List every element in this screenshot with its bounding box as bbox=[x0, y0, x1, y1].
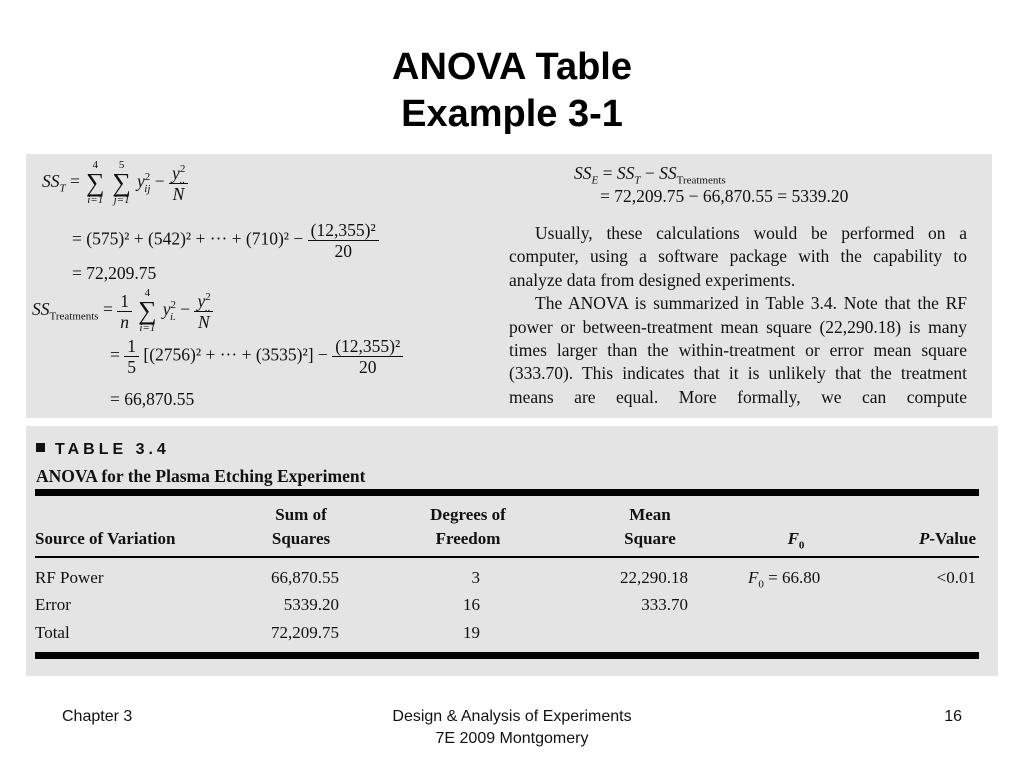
row-ms: 333.70 bbox=[641, 595, 688, 614]
slide-title-line2: Example 3-1 bbox=[401, 93, 623, 135]
row-df: 19 bbox=[463, 623, 480, 642]
footer-book-title: Design & Analysis of Experiments bbox=[392, 708, 632, 725]
header-f0: $F_0$ bbox=[787, 529, 805, 552]
row-ms: 22,290.18 bbox=[620, 568, 688, 587]
sstr-expansion: [(2756)² + ··· + (3535)²] − bbox=[143, 344, 328, 365]
table-caption: ANOVA for the Plasma Etching Experiment bbox=[36, 466, 366, 486]
sse-result: = 72,209.75 − 66,870.55 = 5339.20 bbox=[600, 186, 849, 206]
row-ss: 66,870.55 bbox=[271, 568, 339, 587]
header-source: Source of Variation bbox=[35, 529, 176, 548]
sstr-line2-coef: $\frac{1}{5}$ bbox=[124, 336, 139, 377]
header-ms-line1: Mean bbox=[629, 505, 671, 524]
sstr-symbol: SS bbox=[32, 299, 50, 320]
row-source: RF Power bbox=[35, 568, 104, 587]
table-top-rule bbox=[35, 489, 979, 496]
sstr-subscript: Treatments bbox=[49, 310, 99, 323]
square-bullet-icon bbox=[36, 443, 45, 452]
slide-title-line1: ANOVA Table bbox=[392, 46, 632, 88]
footer-book bbox=[312, 706, 712, 750]
slide-number: 16 bbox=[944, 708, 962, 725]
table-header-rule bbox=[35, 556, 979, 558]
equals: = bbox=[70, 171, 85, 192]
sum-i-icon: 4 ∑ i=1 bbox=[138, 287, 157, 334]
sstr-result: = 66,870.55 bbox=[110, 389, 195, 409]
equations-panel bbox=[26, 154, 992, 418]
sst-result: = 72,209.75 bbox=[72, 263, 157, 283]
sst-subscript: T bbox=[59, 182, 66, 195]
table-label: TABLE 3.4 bbox=[36, 441, 170, 459]
row-df: 3 bbox=[471, 568, 480, 587]
row-ss: 72,209.75 bbox=[271, 623, 339, 642]
sst-expansion: = (575)² + (542)² + ··· + (710)² − bbox=[72, 228, 304, 249]
row-df: 16 bbox=[463, 595, 480, 614]
sum-j-icon: 5 ∑ j=1 bbox=[112, 159, 131, 206]
explanation-text bbox=[509, 222, 967, 409]
sse-definition: $SS_E = SS_T - SS_{Treatments}$ bbox=[574, 163, 726, 187]
sst-line2 bbox=[72, 220, 379, 261]
paragraph-2: The ANOVA is summarized in Table 3.4. Note that the RF power or between-treatment mean square (22,290.18) is many times larger than the within-treatment or error mean square (333.70). This indicates that it is unlikely that the treatment means are equal. More formally, we can compute bbox=[509, 293, 967, 407]
sst-term: y bbox=[137, 171, 145, 192]
row-source: Total bbox=[35, 623, 70, 642]
sstr-coef: $\frac{1}{n}$ bbox=[117, 291, 132, 332]
anova-table-panel bbox=[26, 426, 998, 676]
header-df-line1: Degrees of bbox=[430, 505, 506, 524]
sstr-line2: = $\frac{1}{5}$ [(2756)² + ··· + (3535)²] − $\frac{\text{(12,355)²}}{20}$ bbox=[110, 336, 403, 377]
footer-book-edition: 7E 2009 Montgomery bbox=[435, 730, 589, 747]
row-ss: 5339.20 bbox=[283, 595, 339, 614]
sst-line2-fraction: $\frac{\text{(12,355)²}}{20}$ bbox=[308, 220, 379, 261]
sstr-line2-fraction: $\frac{\text{(12,355)²}}{20}$ bbox=[332, 336, 403, 377]
paragraph-1: Usually, these calculations would be performed on a computer, using a software package with the capability to analyze data from designed experiments. bbox=[509, 223, 967, 290]
sstr-definition: $SS_{Treatments}$ = $\frac{1}{n}$ 4 ∑ i=1 $y^2_{i.}$ − $\frac{y^2_{..}}{N}$ bbox=[32, 288, 213, 334]
table-bottom-rule bbox=[35, 652, 979, 659]
header-ss-line1: Sum of bbox=[275, 505, 327, 524]
row-f0: $F_0 = 66.80$ bbox=[748, 568, 821, 591]
header-df-line2: Freedom bbox=[435, 529, 501, 548]
header-pvalue: P-Value bbox=[919, 529, 976, 548]
row-source: Error bbox=[35, 595, 71, 614]
footer-chapter: Chapter 3 bbox=[62, 708, 133, 725]
header-ss-line2: Squares bbox=[271, 529, 331, 548]
slide-title bbox=[0, 44, 1024, 138]
sst-fraction: $\frac{y^2_{..}}{N}$ bbox=[169, 163, 188, 204]
sst-symbol: SS bbox=[42, 171, 60, 192]
sum-i-icon: 4 ∑ i=1 bbox=[85, 159, 105, 206]
header-ms-line2: Square bbox=[624, 529, 676, 548]
sstr-fraction: $\frac{y^2_{..}}{N}$ bbox=[194, 291, 213, 332]
sst-definition: $SS_T$ = 4 ∑ i=1 5 ∑ j=1 $y^2_{ij}$ − $\frac{y^2_{..}}{N}$ bbox=[42, 160, 188, 206]
row-pvalue: <0.01 bbox=[936, 568, 976, 587]
